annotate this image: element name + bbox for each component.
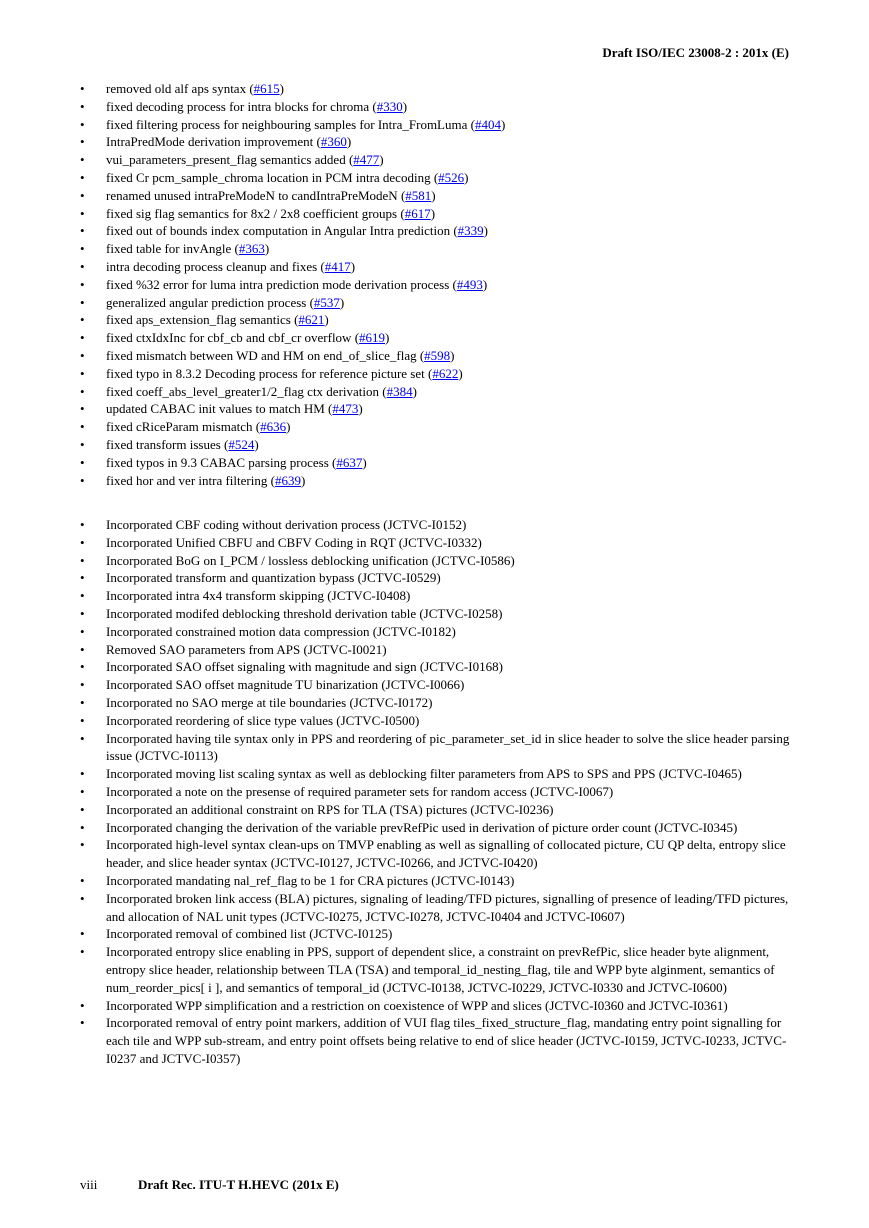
list-item-text: fixed coeff_abs_level_greater1/2_flag ctx derivation ( bbox=[106, 383, 387, 399]
list-item bbox=[80, 472, 800, 490]
list-item-text: fixed aps_extension_flag semantics ( bbox=[106, 312, 299, 328]
list-item-close: ) bbox=[402, 98, 408, 114]
list-item-text: fixed table for invAngle ( bbox=[106, 241, 239, 257]
ticket-link[interactable]: #621 bbox=[298, 312, 325, 328]
list-item bbox=[80, 347, 800, 365]
list-item-close: ) bbox=[279, 81, 284, 96]
page-header: Draft ISO/IEC 23008-2 : 201x (E) bbox=[602, 45, 789, 60]
list-item bbox=[80, 133, 800, 151]
list-item: • Incorporated SAO offset magnitude TU binarization (JCTVC-I0066) bbox=[80, 676, 800, 694]
list-item: • Incorporated moving list scaling syntax as well as deblocking filter parameters from APS to SPS and PPS (JCTVC-I0465) bbox=[80, 765, 800, 783]
ticket-link[interactable]: #360 bbox=[320, 134, 347, 150]
list-item bbox=[80, 80, 800, 98]
ticket-link[interactable]: #636 bbox=[260, 419, 287, 435]
ticket-link[interactable]: #363 bbox=[238, 241, 265, 257]
list-item: • Incorporated having tile syntax only in PPS and reordering of pic_parameter_set_id in slice header to solve the slice header parsing issue (JCTVC-I0113) bbox=[80, 730, 800, 766]
list-item: • Incorporated CBF coding without derivation process (JCTVC-I0152) bbox=[80, 516, 800, 534]
page-number: viii bbox=[80, 1177, 98, 1192]
list-item bbox=[80, 294, 800, 312]
list-item: • Incorporated an additional constraint on RPS for TLA (TSA) pictures (JCTVC-I0236) bbox=[80, 801, 800, 819]
ticket-link[interactable]: #622 bbox=[432, 365, 459, 381]
list-item-close: ) bbox=[339, 294, 345, 310]
ticket-link[interactable]: #417 bbox=[324, 258, 351, 274]
list-item-close: ) bbox=[450, 347, 455, 363]
list-item-text: fixed transform issues ( bbox=[106, 436, 229, 452]
list-item-close: ) bbox=[358, 401, 363, 417]
list-item: • Incorporated constrained motion data compression (JCTVC-I0182) bbox=[80, 623, 800, 641]
list-item-close: ) bbox=[458, 365, 463, 381]
list-item bbox=[80, 116, 800, 134]
list-item: • Incorporated BoG on I_PCM / lossless deblocking unification (JCTVC-I0586) bbox=[80, 552, 800, 570]
list-item bbox=[80, 258, 800, 276]
list-item-text: fixed mismatch between WD and HM on end_of_slice_flag ( bbox=[106, 347, 425, 363]
list-item: • Incorporated WPP simplification and a restriction on coexistence of WPP and slices (JCTVC-I0360 and JCTVC-I0361) bbox=[80, 997, 800, 1015]
ticket-link[interactable]: #330 bbox=[376, 98, 403, 114]
list-item-text: fixed Cr pcm_sample_chroma location in PCM intra decoding ( bbox=[106, 169, 439, 185]
list-item: • Incorporated removal of combined list (JCTVC-I0125) bbox=[80, 925, 800, 943]
list-item: • Incorporated no SAO merge at tile boundaries (JCTVC-I0172) bbox=[80, 694, 800, 712]
list-item-close: ) bbox=[482, 276, 488, 292]
list-item-text: generalized angular prediction process ( bbox=[106, 294, 314, 310]
list-item-close: ) bbox=[350, 258, 356, 274]
list-item bbox=[80, 151, 800, 169]
list-item bbox=[80, 222, 800, 240]
list-item-close: ) bbox=[500, 116, 506, 132]
list-item: • Incorporated high-level syntax clean-ups on TMVP enabling as well as signalling of collocated picture, CU QP delta, entropy slice header, and slice header syntax (JCTVC-I0127, JCTVC-I0266, and JCTVC-I0420) bbox=[80, 836, 800, 872]
list-item bbox=[80, 187, 800, 205]
ticket-link[interactable]: #617 bbox=[404, 205, 431, 221]
list-item bbox=[80, 383, 800, 401]
list-item: • Incorporated SAO offset signaling with magnitude and sign (JCTVC-I0168) bbox=[80, 658, 800, 676]
list-item-text: fixed typo in 8.3.2 Decoding process for reference picture set ( bbox=[106, 365, 433, 381]
ticket-link[interactable]: #637 bbox=[336, 454, 363, 470]
ticket-link[interactable]: #493 bbox=[456, 276, 483, 292]
ticket-link[interactable]: #473 bbox=[332, 401, 359, 417]
list-item-text: updated CABAC init values to match HM ( bbox=[106, 401, 333, 417]
list-item-text: fixed %32 error for luma intra prediction mode derivation process ( bbox=[106, 276, 457, 292]
list-item-close: ) bbox=[346, 134, 352, 150]
list-item bbox=[80, 418, 800, 436]
list-item-text: fixed out of bounds index computation in Angular Intra prediction ( bbox=[106, 223, 458, 239]
list-item: • Incorporated mandating nal_ref_flag to be 1 for CRA pictures (JCTVC-I0143) bbox=[80, 872, 800, 890]
list-item-close: ) bbox=[431, 187, 436, 203]
list-item-close: ) bbox=[379, 152, 384, 168]
incorporated-proposals-list bbox=[80, 516, 800, 1068]
list-item bbox=[80, 329, 800, 347]
list-item-close: ) bbox=[385, 330, 390, 346]
list-item-text: fixed filtering process for neighbouring samples for Intra_FromLuma ( bbox=[106, 116, 475, 132]
list-item: • Incorporated entropy slice enabling in PPS, support of dependent slice, a constraint on prevRefPic, slice header byte alignment, entropy slice header, relationship between TLA (TSA) and temporal_id_nesting_flag, tile and WPP byte alginment, semantics of num_reorder_pics[ i ], and semantics of temporal_id (JCTVC-I0138, JCTVC-I0229, JCTVC-I0330 and JCTVC-I0600) bbox=[80, 943, 800, 996]
list-item-close: ) bbox=[412, 383, 417, 399]
ticket-link[interactable]: #384 bbox=[386, 383, 413, 399]
ticket-link[interactable]: #339 bbox=[457, 223, 484, 239]
list-item-text: IntraPredMode derivation improvement ( bbox=[106, 134, 321, 150]
list-item bbox=[80, 454, 800, 472]
footer-title: Draft Rec. ITU-T H.HEVC (201x E) bbox=[138, 1177, 339, 1192]
list-item-text: fixed cRiceParam mismatch ( bbox=[106, 419, 261, 435]
list-item-text: removed old alf aps syntax ( bbox=[106, 81, 254, 96]
list-item: • Incorporated modifed deblocking threshold derivation table (JCTVC-I0258) bbox=[80, 605, 800, 623]
list-item-text: intra decoding process cleanup and fixes ( bbox=[106, 258, 325, 274]
list-item-close: ) bbox=[324, 312, 329, 328]
list-item: • Incorporated removal of entry point markers, addition of VUI flag tiles_fixed_structure_flag, mandating entry point signalling for each tile and WPP sub-stream, and entry point offsets being relative to end of slice header (JCTVC-I0159, JCTVC-I0233, JCTVC-I0237 and JCTVC-I0357) bbox=[80, 1014, 800, 1067]
ticket-link[interactable]: #537 bbox=[313, 294, 340, 310]
list-item bbox=[80, 365, 800, 383]
list-item bbox=[80, 276, 800, 294]
list-item: • Incorporated reordering of slice type values (JCTVC-I0500) bbox=[80, 712, 800, 730]
list-item bbox=[80, 311, 800, 329]
list-item-close: ) bbox=[300, 472, 306, 488]
list-item-text: fixed decoding process for intra blocks for chroma ( bbox=[106, 98, 377, 114]
list-item bbox=[80, 240, 800, 258]
list-item-text: fixed ctxIdxInc for cbf_cb and cbf_cr overflow ( bbox=[106, 330, 360, 346]
list-item-text: vui_parameters_present_flag semantics added ( bbox=[106, 152, 354, 168]
list-item-text: fixed typos in 9.3 CABAC parsing process ( bbox=[106, 454, 337, 470]
ticket-link[interactable]: #526 bbox=[438, 169, 465, 185]
page-footer bbox=[80, 1177, 339, 1193]
list-item-close: ) bbox=[362, 454, 367, 470]
list-item: • Incorporated Unified CBFU and CBFV Coding in RQT (JCTVC-I0332) bbox=[80, 534, 800, 552]
list-item-text: fixed hor and ver intra filtering ( bbox=[106, 472, 275, 488]
list-item bbox=[80, 98, 800, 116]
list-item-close: ) bbox=[286, 419, 291, 435]
list-item bbox=[80, 436, 800, 454]
list-item bbox=[80, 169, 800, 187]
ticket-link[interactable]: #524 bbox=[228, 436, 255, 452]
ticket-link[interactable]: #619 bbox=[359, 330, 386, 346]
ticket-link[interactable]: #598 bbox=[424, 347, 451, 363]
list-item-close: ) bbox=[464, 169, 469, 185]
list-item: • Removed SAO parameters from APS (JCTVC-I0021) bbox=[80, 641, 800, 659]
list-item-close: ) bbox=[254, 436, 259, 452]
list-item bbox=[80, 400, 800, 418]
list-item-close: ) bbox=[483, 223, 488, 239]
list-item: • Incorporated transform and quantization bypass (JCTVC-I0529) bbox=[80, 569, 800, 587]
list-item: • Incorporated intra 4x4 transform skipping (JCTVC-I0408) bbox=[80, 587, 800, 605]
ticket-link[interactable]: #404 bbox=[474, 116, 501, 132]
ticket-link[interactable]: #639 bbox=[274, 472, 301, 488]
list-item: • Incorporated a note on the presense of required parameter sets for random access (JCTVC-I0067) bbox=[80, 783, 800, 801]
list-item-text: fixed sig flag semantics for 8x2 / 2x8 coefficient groups ( bbox=[106, 205, 405, 221]
list-item-close: ) bbox=[264, 241, 270, 257]
list-item-text: renamed unused intraPreModeN to candIntraPreModeN ( bbox=[106, 187, 406, 203]
ticket-link[interactable]: #615 bbox=[253, 81, 280, 96]
list-item: • Incorporated broken link access (BLA) pictures, signaling of leading/TFD pictures, signalling of presence of leading/TFD pictures, and allocation of NAL unit types (JCTVC-I0275, JCTVC-I0278, JCTVC-I0404 and JCTVC-I0607) bbox=[80, 890, 800, 926]
list-item: • Incorporated changing the derivation of the variable prevRefPic used in derivation of picture order count (JCTVC-I0345) bbox=[80, 819, 800, 837]
ticket-link[interactable]: #581 bbox=[405, 187, 432, 203]
bug-fix-list bbox=[80, 80, 800, 489]
list-item bbox=[80, 205, 800, 223]
list-item-close: ) bbox=[430, 205, 436, 221]
ticket-link[interactable]: #477 bbox=[353, 152, 380, 168]
